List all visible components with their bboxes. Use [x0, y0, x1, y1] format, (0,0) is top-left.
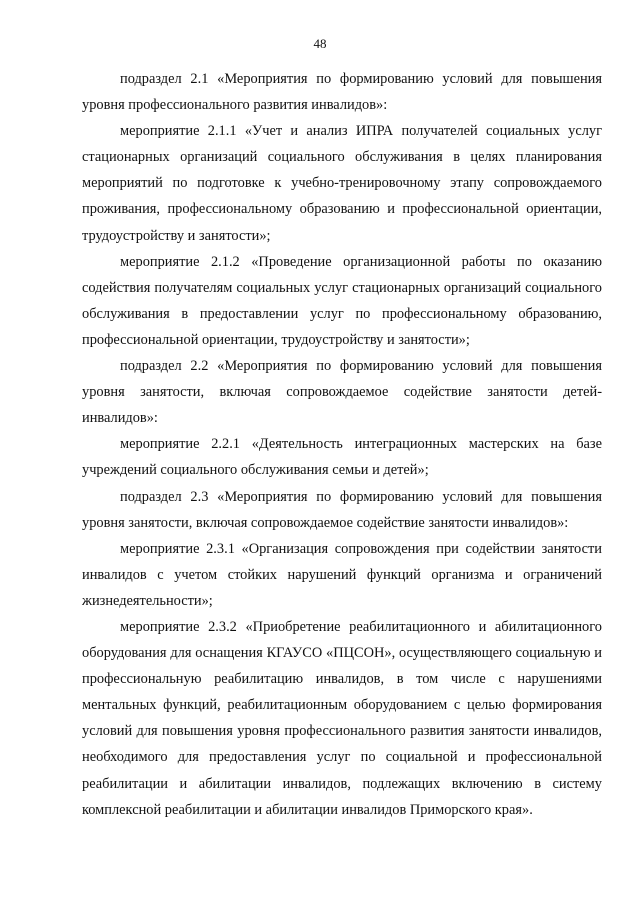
paragraph-subsection-2-1: подраздел 2.1 «Мероприятия по формированию условий для повышения уровня профессионального развития инвалидов»:	[82, 71, 602, 114]
page-number: 48	[313, 36, 327, 51]
paragraph-measure-2-3-2: мероприятие 2.3.2 «Приобретение реабилитационного и абилитационного оборудования для оснащения КГАУСО «ПЦСОН», осуществляющего социальную и профессиональную реабилитацию инвалидов, в том числе с нарушениями ментальных функций, реабилитационным оборудованием с целью формирования условий для повышения уровня профессионального развития занятости инвалидов, необходимого для предоставления услуг по социальной и профессиональной реабилитации и абилитации инвалидов, подлежащих включению в систему комплексной реабилитации и абилитации инвалидов Приморского края».	[82, 618, 602, 818]
paragraph-measure-2-3-1: мероприятие 2.3.1 «Организация сопровождения при содействии занятости инвалидов с учетом стойких нарушений функций организма и ограничений жизнедеятельности»;	[82, 540, 602, 609]
paragraph-subsection-2-3: подраздел 2.3 «Мероприятия по формированию условий для повышения уровня занятости, включая сопровождаемое содействие занятости инвалидов»:	[82, 488, 602, 531]
document-body	[82, 66, 602, 823]
paragraph-measure-2-2-1: мероприятие 2.2.1 «Деятельность интеграционных мастерских на базе учреждений социального обслуживания семьи и детей»;	[82, 436, 602, 479]
paragraph-subsection-2-2: подраздел 2.2 «Мероприятия по формированию условий для повышения уровня занятости, включая сопровождаемое содействие занятости детей-инвалидов»:	[82, 358, 602, 427]
paragraph-measure-2-1-1: мероприятие 2.1.1 «Учет и анализ ИПРА получателей социальных услуг стационарных организаций социального обслуживания в целях планирования мероприятий по подготовке к учебно-тренировочному этапу сопровождаемого проживания, профессиональному образованию и профессиональной ориентации, трудоустройству и занятости»;	[82, 123, 602, 244]
paragraph-measure-2-1-2: мероприятие 2.1.2 «Проведение организационной работы по оказанию содействия получателям социальных услуг стационарных организаций социального обслуживания в предоставлении услуг по профессиональному образованию, профессиональной ориентации, трудоустройству и занятости»;	[82, 253, 602, 348]
